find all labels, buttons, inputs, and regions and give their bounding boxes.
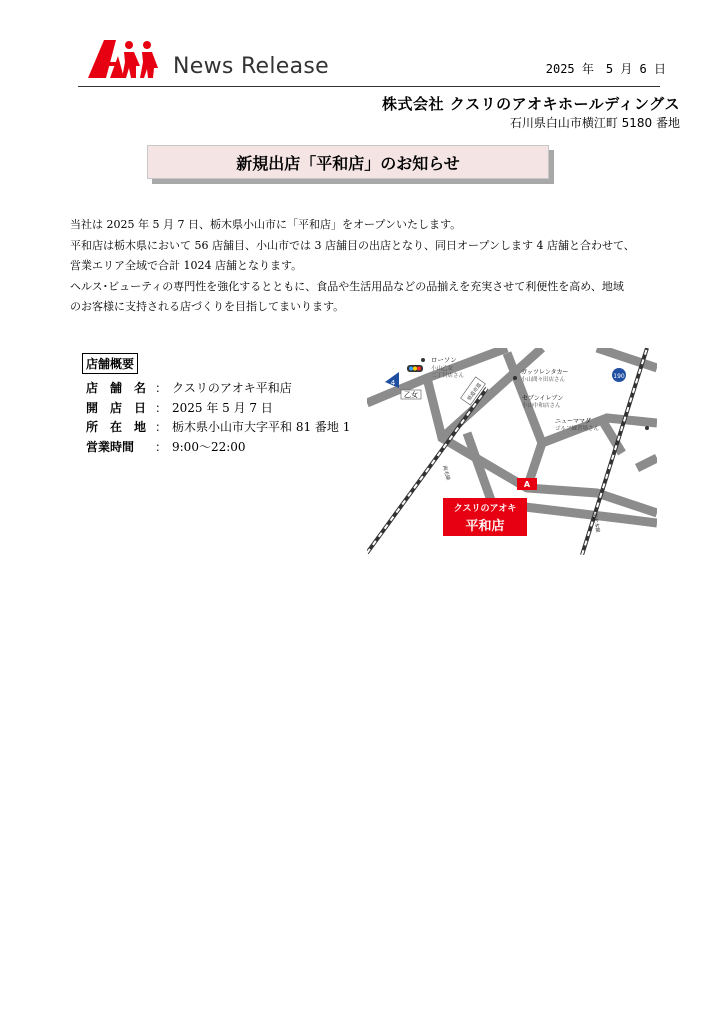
location-label: 所 在 地	[86, 420, 147, 435]
location-value: 栃木県小山市大字平和 81 番地 1	[172, 420, 351, 435]
store-info-row	[86, 378, 350, 398]
gas-rental-label-1: ガッツレンタカー	[521, 369, 569, 376]
store-name-value: クスリのアオキ平和店	[172, 381, 292, 396]
route-190-sign	[612, 368, 626, 382]
body-text	[70, 215, 670, 318]
open-date-value: 2025 年 5 月 7 日	[172, 400, 273, 415]
paragraph-line: 平和店は栃木県において 56 店舗目、小山市では 3 店舗目の出店となり、同日オープンします 4 店舗と合わせて、	[70, 238, 635, 252]
store-name-label: 平和店	[465, 519, 505, 534]
svg-text:A: A	[523, 480, 531, 489]
traffic-signal-icon	[407, 365, 423, 372]
lawson-label-2: 小山乙女	[431, 366, 454, 372]
store-info-heading: 店舗概要	[82, 353, 138, 374]
newmama-label-1: ニューママダ	[555, 418, 592, 425]
newmama-label-2: ゴルフ練習場さん	[555, 426, 600, 432]
separator: ：	[154, 420, 167, 435]
company-logo	[84, 38, 162, 80]
header-divider	[78, 86, 660, 87]
seven-label-2: 小山中和店さん	[522, 403, 561, 409]
separator: ：	[154, 439, 167, 454]
paragraph-line: 当社は 2025 年 5 月 7 日、栃木県小山市に「平和店」をオープンいたします。	[70, 218, 462, 231]
road-label: 県道市道	[466, 382, 483, 403]
separator: ：	[154, 381, 167, 396]
company-address: 石川県白山市横江町 5180 番地	[509, 116, 680, 130]
separator: ：	[154, 400, 167, 415]
headline: 新規出店「平和店」のお知らせ	[236, 153, 460, 173]
lawson-label-3: 二丁目店さん	[431, 373, 465, 379]
lawson-label-1: ローソン	[431, 356, 457, 364]
store-info-row	[86, 417, 350, 437]
seven-label-1: セブンイレブン	[522, 395, 564, 402]
store-info-row	[86, 398, 350, 418]
route-190-label: 190	[613, 373, 625, 380]
store-name-label: 店 舗 名	[86, 381, 147, 396]
rail-label-1: 両毛線	[441, 464, 451, 482]
hours-value: 9:00～22:00	[172, 439, 246, 454]
store-marker-icon	[517, 478, 537, 490]
store-location-map	[367, 348, 657, 555]
gas-rental-label-2: 小山間々田店さん	[521, 377, 566, 383]
news-release-title: News Release	[173, 54, 329, 79]
open-date-label: 開 店 日	[86, 400, 147, 415]
release-date: 2025 年 5 月 6 日	[545, 62, 666, 76]
store-info-row	[86, 437, 350, 457]
store-info-table	[86, 378, 350, 456]
headline-box	[147, 145, 549, 179]
store-sign	[443, 498, 527, 536]
paragraph-line: のお客様に支持される店づくりを目指してまいります。	[70, 300, 345, 313]
paragraph-line: ヘルス･ビューティの専門性を強化するとともに、食品や生活用品などの品揃えを充実させて利便性を高め、地域	[70, 279, 624, 293]
route-4-label: 4	[390, 379, 396, 387]
hours-label: 営業時間	[86, 439, 135, 454]
company-name: 株式会社 クスリのアオキホールディングス	[382, 95, 680, 113]
otome-label: 乙女	[404, 391, 418, 399]
paragraph-line: 営業エリア全域で合計 1024 店舗となります。	[70, 259, 303, 272]
rail-label-2: 東北本線	[591, 512, 601, 534]
store-brand-label: クスリのアオキ	[453, 504, 517, 514]
